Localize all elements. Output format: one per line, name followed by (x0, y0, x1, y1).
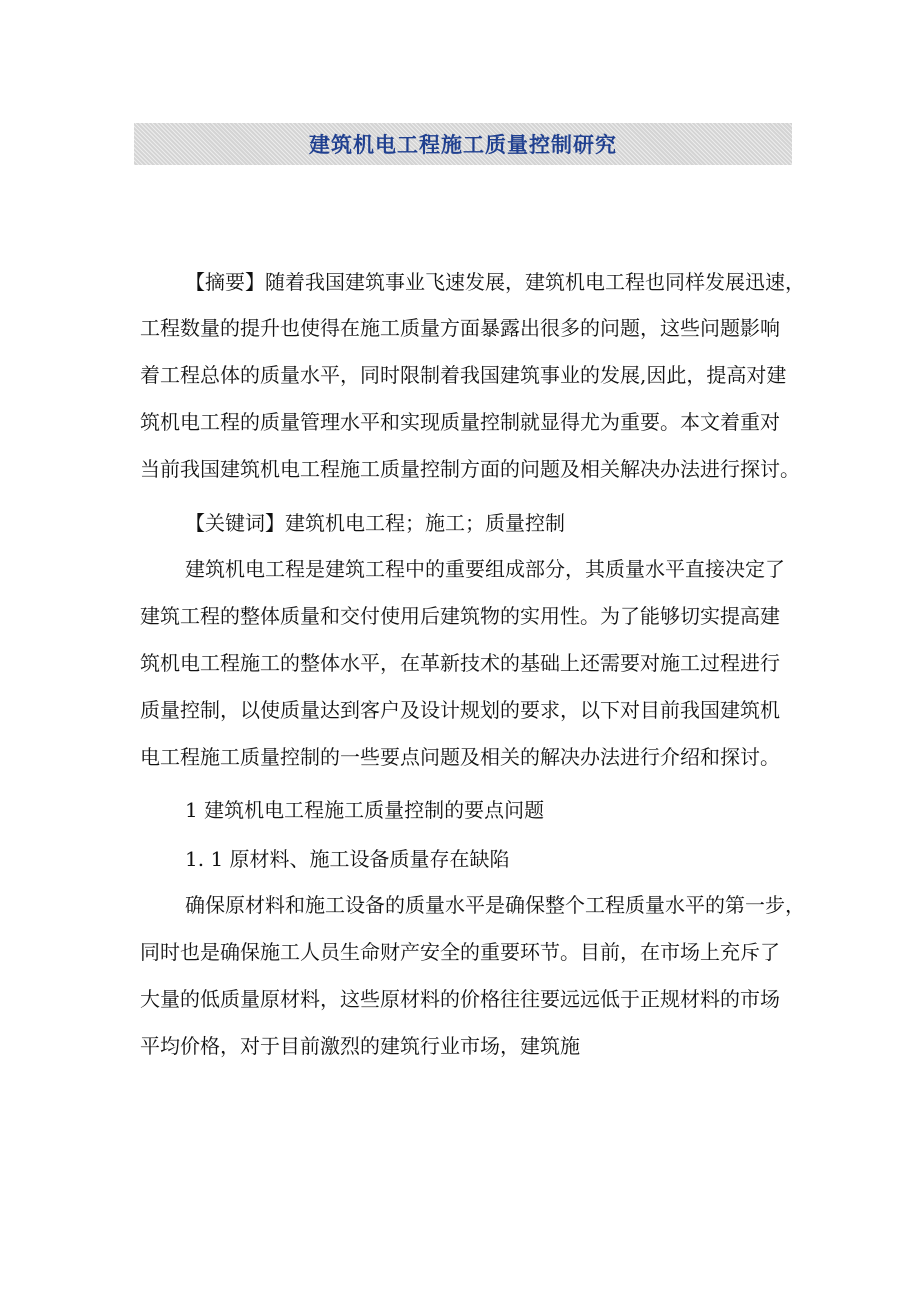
section-heading: 1 建筑机电工程施工质量控制的要点问题 (185, 798, 545, 822)
intro-line: 电工程施工质量控制的一些要点问题及相关的解决办法进行介绍和探讨。 (140, 745, 780, 769)
intro-line: 建筑机电工程是建筑工程中的重要组成部分，其质量水平直接决定了 (185, 557, 785, 581)
document-title: 建筑机电工程施工质量控制研究 (309, 133, 617, 157)
body-line: 大量的低质量原材料，这些原材料的价格往往要远远低于正规材料的市场 (140, 987, 780, 1011)
abstract-line: 当前我国建筑机电工程施工质量控制方面的问题及相关解决办法进行探讨。 (140, 457, 800, 481)
abstract-line: 工程数量的提升也使得在施工质量方面暴露出很多的问题，这些问题影响 (140, 316, 780, 340)
body-line: 平均价格，对于目前激烈的建筑行业市场，建筑施 (140, 1034, 580, 1058)
abstract-line: 【摘要】随着我国建筑事业飞速发展，建筑机电工程也同样发展迅速， (185, 270, 805, 294)
abstract-line: 筑机电工程的质量管理水平和实现质量控制就显得尤为重要。本文着重对 (140, 410, 780, 434)
subsection-heading: 1. 1 原材料、施工设备质量存在缺陷 (185, 847, 510, 871)
intro-line: 筑机电工程施工的整体水平，在革新技术的基础上还需要对施工过程进行 (140, 651, 780, 675)
body-line: 确保原材料和施工设备的质量水平是确保整个工程质量水平的第一步， (185, 893, 805, 917)
abstract-line: 着工程总体的质量水平，同时限制着我国建筑事业的发展,因此，提高对建 (140, 363, 787, 387)
intro-line: 建筑工程的整体质量和交付使用后建筑物的实用性。为了能够切实提高建 (140, 604, 780, 628)
intro-line: 质量控制，以使质量达到客户及设计规划的要求，以下对目前我国建筑机 (140, 698, 780, 722)
body-line: 同时也是确保施工人员生命财产安全的重要环节。目前，在市场上充斥了 (140, 940, 780, 964)
keywords-line: 【关键词】建筑机电工程；施工；质量控制 (185, 511, 565, 535)
title-banner (134, 123, 792, 165)
